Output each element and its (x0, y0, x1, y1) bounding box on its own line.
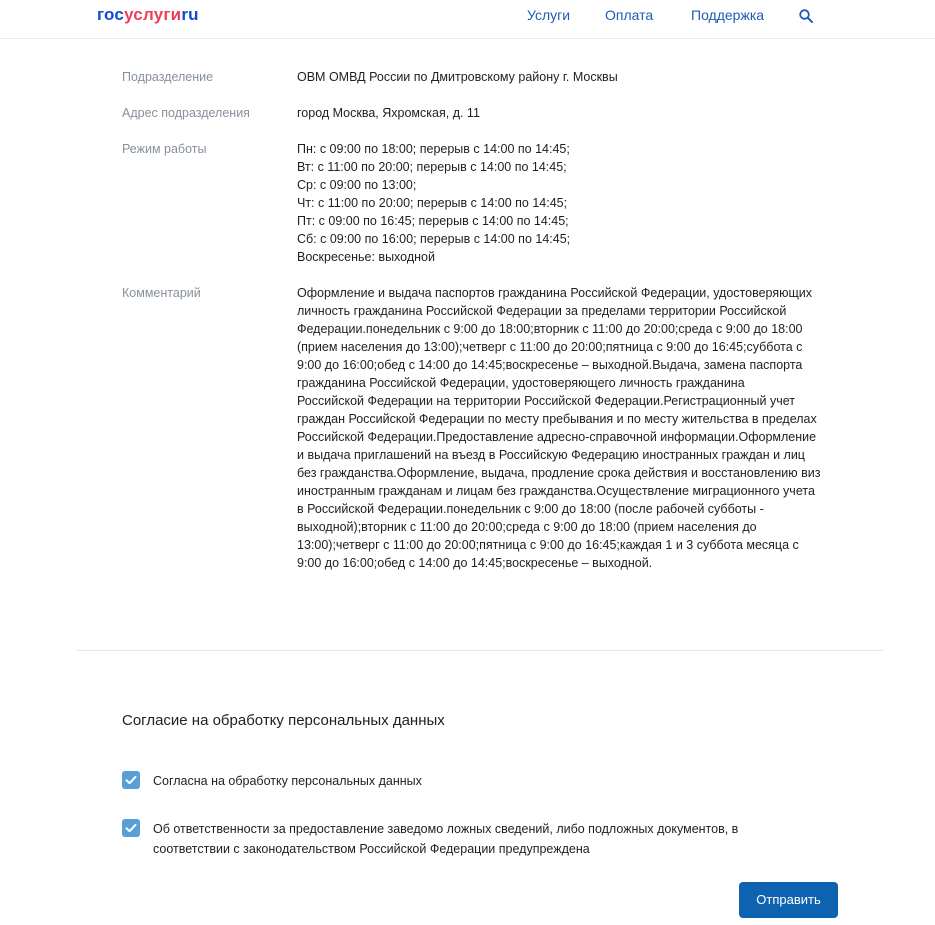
nav-payment[interactable]: Оплата (605, 7, 654, 23)
consent-checkbox[interactable] (122, 771, 140, 789)
comment-line: и выдача приглашений на въезд в Российскую Федерацию иностранных граждан и лиц (297, 448, 805, 462)
comment-line: граждан Российской Федерации по месту пребывания и по месту жительства в пределах (297, 412, 817, 426)
consent-title: Согласие на обработку персональных данных (122, 712, 445, 729)
gosuslugi-logo[interactable] (97, 5, 199, 25)
responsibility-line: соответствии с законодательством Российской Федерации предупреждена (153, 842, 590, 856)
comment-line: Российской Федерации.Предоставление адресно-справочной информации.Оформление (297, 430, 817, 444)
comment-line: без гражданства.Оформление, выдача, продление срока действия и восстановлению виз (297, 466, 821, 480)
comment-line: (прием населения до 13:00);четверг с 11:00 до 20:00;пятница с 9:00 до 16:45;суббота с (297, 340, 803, 354)
comment-line: 9:00 до 16:00;обед с 14:00 до 14:45;воскресенье – выходной. (297, 556, 653, 570)
logo-part-uslugi: услуги (124, 5, 182, 24)
logo-part-ru: ru (181, 5, 199, 24)
comment-line: гражданина Российской Федерации, удостоверяющего личность гражданина (297, 376, 745, 390)
comment-line: 13:00);четверг с 11:00 до 20:00;пятница с 9:00 до 16:45;каждая 1 и 3 суббота месяца с (297, 538, 799, 552)
hours-line: Чт: с 11:00 по 20:00; перерыв с 14:00 по 14:45; (297, 196, 568, 210)
search-icon[interactable] (799, 9, 813, 23)
comment-line: личность гражданина Российской Федерации за пределами территории Российской (297, 304, 787, 318)
section-divider (77, 650, 883, 651)
comment-line: в Российской Федерации.понедельник с 9:00 до 18:00 (после рабочей субботы - (297, 502, 764, 516)
hours-line: Вт: с 11:00 по 20:00; перерыв с 14:00 по 14:45; (297, 160, 567, 174)
comment-line: Федерации.понедельник с 9:00 до 18:00;вторник с 11:00 до 20:00;среда с 9:00 до 18:00 (297, 322, 803, 336)
nav-support[interactable]: Поддержка (691, 7, 765, 23)
top-header (0, 0, 935, 39)
comment-line: 9:00 до 16:00;обед с 14:00 до 14:45;воскресенье – выходной.Выдача, замена паспорта (297, 358, 803, 372)
submit-button[interactable]: Отправить (739, 882, 838, 918)
consent-checkbox-label[interactable]: Согласна на обработку персональных данных (153, 774, 422, 788)
department-label: Подразделение (122, 70, 214, 84)
responsibility-checkbox-label[interactable] (153, 819, 793, 859)
checkmark-icon (125, 822, 137, 834)
hours-line: Воскресенье: выходной (297, 250, 435, 264)
comment-line: Российской Федерации на территории Российской Федерации.Регистрационный учет (297, 394, 795, 408)
hours-label: Режим работы (122, 142, 207, 156)
comment-value (297, 284, 842, 572)
hours-line: Пт: с 09:00 по 16:45; перерыв с 14:00 по 14:45; (297, 214, 569, 228)
checkmark-icon (125, 774, 137, 786)
address-label: Адрес подразделения (122, 106, 250, 120)
address-value: город Москва, Яхромская, д. 11 (297, 106, 480, 120)
hours-value (297, 140, 842, 266)
comment-line: иностранным гражданам и лицам без гражданства.Осуществление миграционного учета (297, 484, 815, 498)
comment-label: Комментарий (122, 286, 201, 300)
nav-services[interactable]: Услуги (527, 7, 571, 23)
comment-line: выходной);вторник с 11:00 до 20:00;среда с 9:00 до 18:00 (прием населения до (297, 520, 757, 534)
department-value: ОВМ ОМВД России по Дмитровскому району г. Москвы (297, 70, 618, 84)
hours-line: Пн: с 09:00 по 18:00; перерыв с 14:00 по 14:45; (297, 142, 570, 156)
comment-line: Оформление и выдача паспортов гражданина Российской Федерации, удостоверяющих (297, 286, 813, 300)
responsibility-line: Об ответственности за предоставление заведомо ложных сведений, либо подложных документов, в (153, 822, 739, 836)
responsibility-checkbox[interactable] (122, 819, 140, 837)
logo-part-gos: гос (97, 5, 125, 24)
hours-line: Ср: с 09:00 по 13:00; (297, 178, 417, 192)
hours-line: Сб: с 09:00 по 16:00; перерыв с 14:00 по 14:45; (297, 232, 571, 246)
